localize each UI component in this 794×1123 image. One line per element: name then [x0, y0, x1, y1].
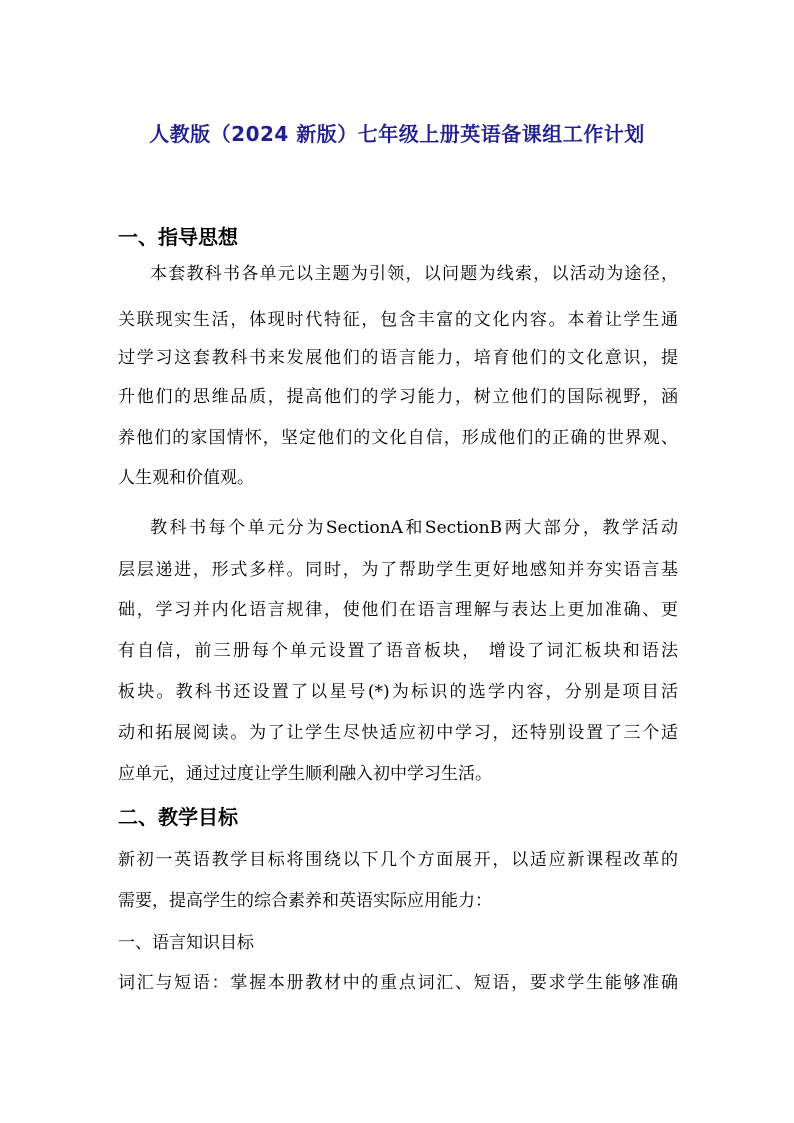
paragraph-line: 动和拓展阅读。为了让学生尽快适应初中学习，还特别设置了三个适	[118, 723, 678, 743]
paragraph-line: 板块。教科书还设置了以星号(*)为标识的选学内容，分别是项目活	[118, 682, 678, 702]
paragraph-line: 过学习这套教科书来发展他们的语言能力，培育他们的文化意识，提	[118, 348, 678, 368]
section-heading-guiding-ideology: 一、指导思想	[118, 225, 238, 249]
paragraph-line: 升他们的思维品质，提高他们的学习能力，树立他们的国际视野，涵	[118, 387, 678, 407]
subsection-heading-language-knowledge: 一、语言知识目标	[118, 933, 254, 953]
section-heading-teaching-objectives: 二、教学目标	[118, 805, 238, 829]
paragraph-line: 本套教科书各单元以主题为引领，以问题为线索，以活动为途径，	[150, 264, 678, 284]
paragraph-line: 有自信，前三册每个单元设置了语音板块， 增设了词汇板块和语法	[118, 641, 678, 661]
paragraph-line: 新初一英语教学目标将围绕以下几个方面展开，以适应新课程改革的	[118, 850, 678, 870]
paragraph-line: 人生观和价值观。	[118, 468, 254, 488]
paragraph-line: 词汇与短语：掌握本册教材中的重点词汇、短语，要求学生能够准确	[118, 973, 678, 993]
paragraph-line: 养他们的家国情怀，坚定他们的文化自信，形成他们的正确的世界观、	[118, 428, 678, 448]
paragraph-line: 应单元，通过过度让学生顺利融入初中学习生活。	[118, 764, 492, 784]
paragraph-line: 需要，提高学生的综合素养和英语实际应用能力：	[118, 891, 492, 911]
paragraph-line: 础，学习并内化语言规律，使他们在语言理解与表达上更加准确、更	[118, 600, 678, 620]
paragraph-line: 教科书每个单元分为SectionA和SectionB两大部分，教学活动	[150, 518, 678, 538]
paragraph-line: 关联现实生活，体现时代特征，包含丰富的文化内容。本着让学生通	[118, 310, 678, 330]
paragraph-line: 层层递进，形式多样。同时，为了帮助学生更好地感知并夯实语言基	[118, 560, 678, 580]
document-title: 人教版（2024 新版）七年级上册英语备课组工作计划	[149, 122, 645, 146]
